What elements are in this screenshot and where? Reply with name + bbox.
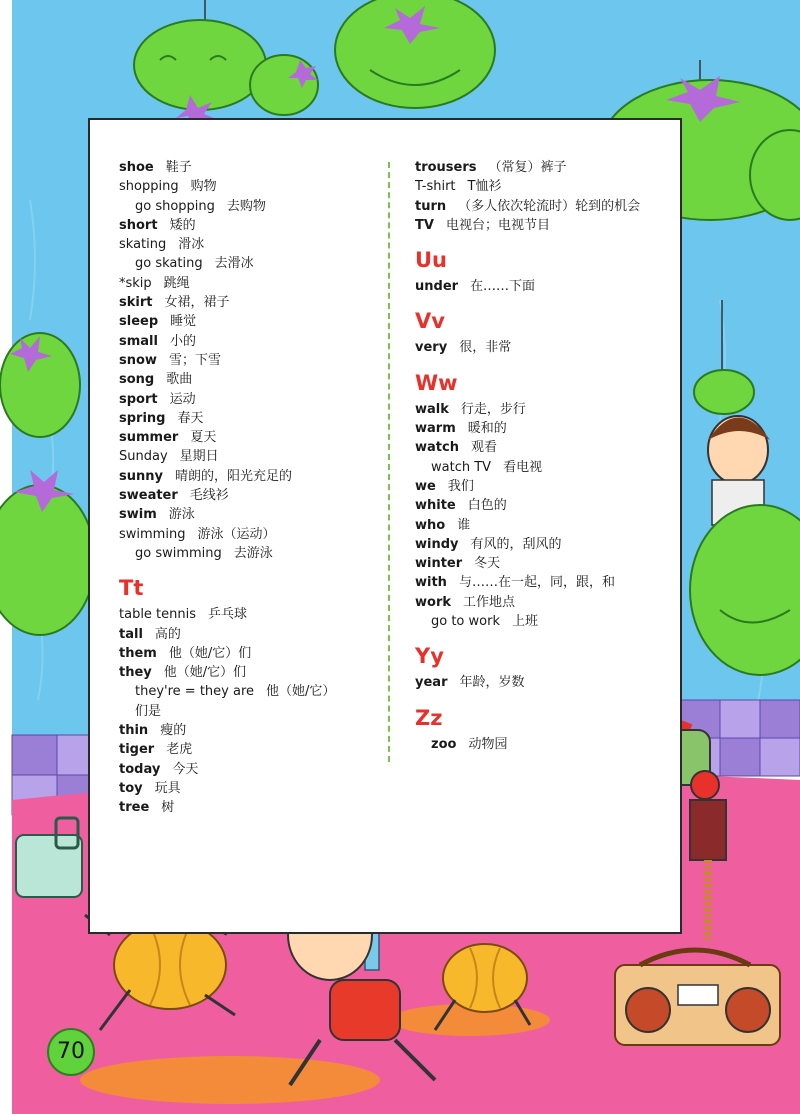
vocab-entry <box>119 740 379 759</box>
vocab-word: go skating <box>135 256 203 272</box>
vocab-meaning: 瘦的 <box>160 723 187 739</box>
vocab-meaning: 歌曲 <box>166 372 193 388</box>
vocab-entry <box>119 779 379 798</box>
vocab-meaning: 乒乓球 <box>208 607 248 623</box>
vocab-word: shopping <box>119 179 179 195</box>
vocab-entry <box>415 593 675 612</box>
letter-heading: Ww <box>415 370 458 395</box>
vocab-entry <box>415 177 675 196</box>
vocab-word: very <box>415 340 448 356</box>
vocab-meaning: 女裙，裙子 <box>164 295 230 311</box>
vocab-entry <box>119 390 379 409</box>
vocab-word: watch TV <box>431 459 492 475</box>
vocab-word: shoe <box>119 160 154 175</box>
vocab-meaning: 我们 <box>447 478 474 494</box>
vocab-entry <box>415 419 675 438</box>
vocab-meaning: 玩具 <box>154 780 181 796</box>
vocab-entry <box>415 277 675 296</box>
vocab-word: thin <box>119 723 149 739</box>
vocab-word: TV <box>415 217 434 233</box>
vocab-entry <box>119 544 379 563</box>
vocab-word: swimming <box>119 526 186 542</box>
vocab-meaning: 购物 <box>190 179 217 195</box>
vocab-word: *skip <box>119 275 152 291</box>
vocab-meaning: 上班 <box>511 614 538 630</box>
vocab-entry <box>119 409 379 428</box>
vocab-entry <box>119 235 379 254</box>
vocab-entry <box>119 177 379 196</box>
vocab-entry <box>119 605 379 624</box>
vocab-word: sweater <box>119 488 178 504</box>
vocab-entry <box>415 496 675 515</box>
vocab-entry <box>119 332 379 351</box>
vocab-word: skirt <box>119 295 153 311</box>
vocab-word: sleep <box>119 314 159 330</box>
vocab-meaning: 动物园 <box>468 736 508 752</box>
vocab-word: small <box>119 333 158 349</box>
vocab-meaning: 游泳 <box>168 507 195 523</box>
vocab-entry <box>415 477 675 496</box>
vocab-entry <box>415 338 675 357</box>
vocab-entry <box>119 625 379 644</box>
vocab-word: work <box>415 594 451 610</box>
vocab-word: go swimming <box>135 545 222 561</box>
vocab-word: song <box>119 372 155 388</box>
letter-heading: Tt <box>119 576 144 601</box>
vocab-meaning: 春天 <box>177 410 204 426</box>
vocab-entry <box>119 351 379 370</box>
vocab-meaning: 行走，步行 <box>460 401 526 417</box>
vocab-entry <box>415 554 675 573</box>
vocab-entry <box>119 702 379 721</box>
tomato-face-icon <box>335 0 495 108</box>
vocab-meaning: 去滑冰 <box>214 256 254 272</box>
letter-heading: Uu <box>415 248 448 273</box>
vocab-entry <box>415 158 675 177</box>
vocab-meaning: 们是 <box>135 703 162 719</box>
vocab-entry <box>415 535 675 554</box>
vocab-entry <box>415 673 675 692</box>
vocab-meaning: 小的 <box>169 333 196 349</box>
vocab-word: toy <box>119 780 143 796</box>
vocab-word: today <box>119 761 161 777</box>
vocab-meaning: 毛线衫 <box>189 488 229 504</box>
vocab-word: short <box>119 217 158 233</box>
vocab-word: turn <box>415 198 447 214</box>
vocab-entry <box>415 516 675 535</box>
vocab-meaning: 观看 <box>470 440 497 456</box>
vocab-entry <box>119 254 379 273</box>
vocab-entry <box>119 197 379 216</box>
vocab-entry <box>119 525 379 544</box>
vocab-meaning: 高的 <box>154 626 181 642</box>
vocab-word: under <box>415 279 459 295</box>
vocab-meaning: 很，非常 <box>459 340 512 356</box>
vocab-meaning: 老虎 <box>166 742 193 758</box>
vocab-word: zoo <box>431 736 457 752</box>
vocab-entry <box>415 735 675 754</box>
vocab-word: go to work <box>431 614 500 630</box>
vocab-entry <box>119 663 379 682</box>
vocab-word: spring <box>119 410 166 426</box>
vocab-entry <box>119 798 379 817</box>
vocab-meaning: 晴朗的，阳光充足的 <box>174 468 292 484</box>
vocab-meaning: 在……下面 <box>470 279 536 295</box>
vocab-meaning: 谁 <box>457 517 471 533</box>
vocab-entry <box>415 438 675 457</box>
vocab-entry <box>119 370 379 389</box>
vocab-entry <box>119 505 379 524</box>
vocab-word: summer <box>119 430 179 446</box>
vocab-word: who <box>415 517 446 533</box>
vocab-meaning: 树 <box>161 800 175 816</box>
vocab-meaning: 跳绳 <box>163 275 190 291</box>
vocab-entry <box>415 458 675 477</box>
vocab-word: tiger <box>119 742 155 758</box>
column-divider <box>388 162 390 762</box>
vocab-entry <box>119 682 379 701</box>
vocab-entry <box>415 197 675 216</box>
vocab-meaning: 他（她/它） <box>266 684 336 700</box>
vocab-word: windy <box>415 536 459 552</box>
tomato-face-icon <box>0 333 80 437</box>
vocab-meaning: 白色的 <box>467 498 507 514</box>
vocab-meaning: 冬天 <box>474 556 501 572</box>
vocab-word: walk <box>415 401 449 417</box>
left-column <box>119 158 379 818</box>
vocab-word: white <box>415 498 456 514</box>
vocab-entry <box>119 467 379 486</box>
vocab-word: year <box>415 675 448 691</box>
vocab-word: them <box>119 645 157 661</box>
vocab-entry <box>415 573 675 592</box>
vocab-meaning: 年龄，岁数 <box>459 675 525 691</box>
vocab-word: they're = they are <box>135 684 254 700</box>
vocab-word: table tennis <box>119 607 197 623</box>
vocab-meaning: 电视台；电视节目 <box>445 217 550 233</box>
vocab-entry <box>119 428 379 447</box>
letter-heading: Zz <box>415 705 443 730</box>
vocab-word: winter <box>415 556 463 572</box>
vocabulary-panel <box>90 120 680 932</box>
vocab-word: skating <box>119 237 167 253</box>
vocab-word: with <box>415 575 447 591</box>
vocab-word: sport <box>119 391 158 407</box>
vocab-word: Sunday <box>119 449 168 465</box>
vocab-meaning: 矮的 <box>169 217 196 233</box>
vocab-meaning: 他（她/它）们 <box>163 665 247 681</box>
vocab-word: they <box>119 665 152 681</box>
vocab-meaning: 雪；下雪 <box>168 352 221 368</box>
vocab-meaning: T恤衫 <box>467 179 502 195</box>
tomato-face-icon <box>250 55 318 115</box>
vocab-entry <box>119 158 379 177</box>
vocab-entry <box>119 486 379 505</box>
vocab-meaning: 去游泳 <box>233 545 273 561</box>
vocab-meaning: （多人依次轮流时）轮到的机会 <box>458 198 641 214</box>
vocab-entry <box>119 447 379 466</box>
vocab-word: swim <box>119 507 157 523</box>
vocab-entry <box>119 644 379 663</box>
vocab-meaning: 星期日 <box>179 449 219 465</box>
vocab-meaning: 滑冰 <box>178 237 205 253</box>
vocab-meaning: 鞋子 <box>165 160 192 175</box>
vocab-entry <box>415 612 675 631</box>
vocab-word: tree <box>119 800 150 816</box>
vocab-entry <box>415 216 675 235</box>
vocab-meaning: 今天 <box>172 761 199 777</box>
vocab-meaning: （常复）裤子 <box>488 160 567 175</box>
vocab-meaning: 工作地点 <box>463 594 516 610</box>
vocab-meaning: 与……在一起，同，跟，和 <box>458 575 615 591</box>
vocab-meaning: 暖和的 <box>467 421 507 437</box>
vocab-word: we <box>415 478 436 494</box>
vocab-word: warm <box>415 421 456 437</box>
vocab-entry <box>119 216 379 235</box>
vocab-entry <box>119 274 379 293</box>
right-column <box>415 158 675 754</box>
vocab-meaning: 有风的，刮风的 <box>470 536 562 552</box>
vocab-word: trousers <box>415 160 477 175</box>
vocab-word: T-shirt <box>415 179 456 195</box>
vocab-entry <box>415 400 675 419</box>
vocab-word: tall <box>119 626 143 642</box>
vocab-word: sunny <box>119 468 163 484</box>
vocab-word: snow <box>119 352 157 368</box>
vocab-meaning: 睡觉 <box>170 314 197 330</box>
vocab-entry <box>119 721 379 740</box>
vocab-meaning: 游泳（运动） <box>197 526 276 542</box>
vocab-entry <box>119 760 379 779</box>
vocab-word: watch <box>415 440 459 456</box>
vocab-meaning: 他（她/它）们 <box>168 645 252 661</box>
vocab-meaning: 夏天 <box>190 430 217 446</box>
vocab-meaning: 去购物 <box>226 198 266 214</box>
letter-heading: Yy <box>415 644 444 669</box>
page-number: 70 <box>47 1028 95 1076</box>
letter-heading: Vv <box>415 309 445 334</box>
vocab-entry <box>119 312 379 331</box>
vocab-meaning: 运动 <box>169 391 196 407</box>
vocab-word: go shopping <box>135 198 215 214</box>
boombox-icon <box>615 950 780 1045</box>
vocab-meaning: 看电视 <box>503 459 543 475</box>
vocab-entry <box>119 293 379 312</box>
